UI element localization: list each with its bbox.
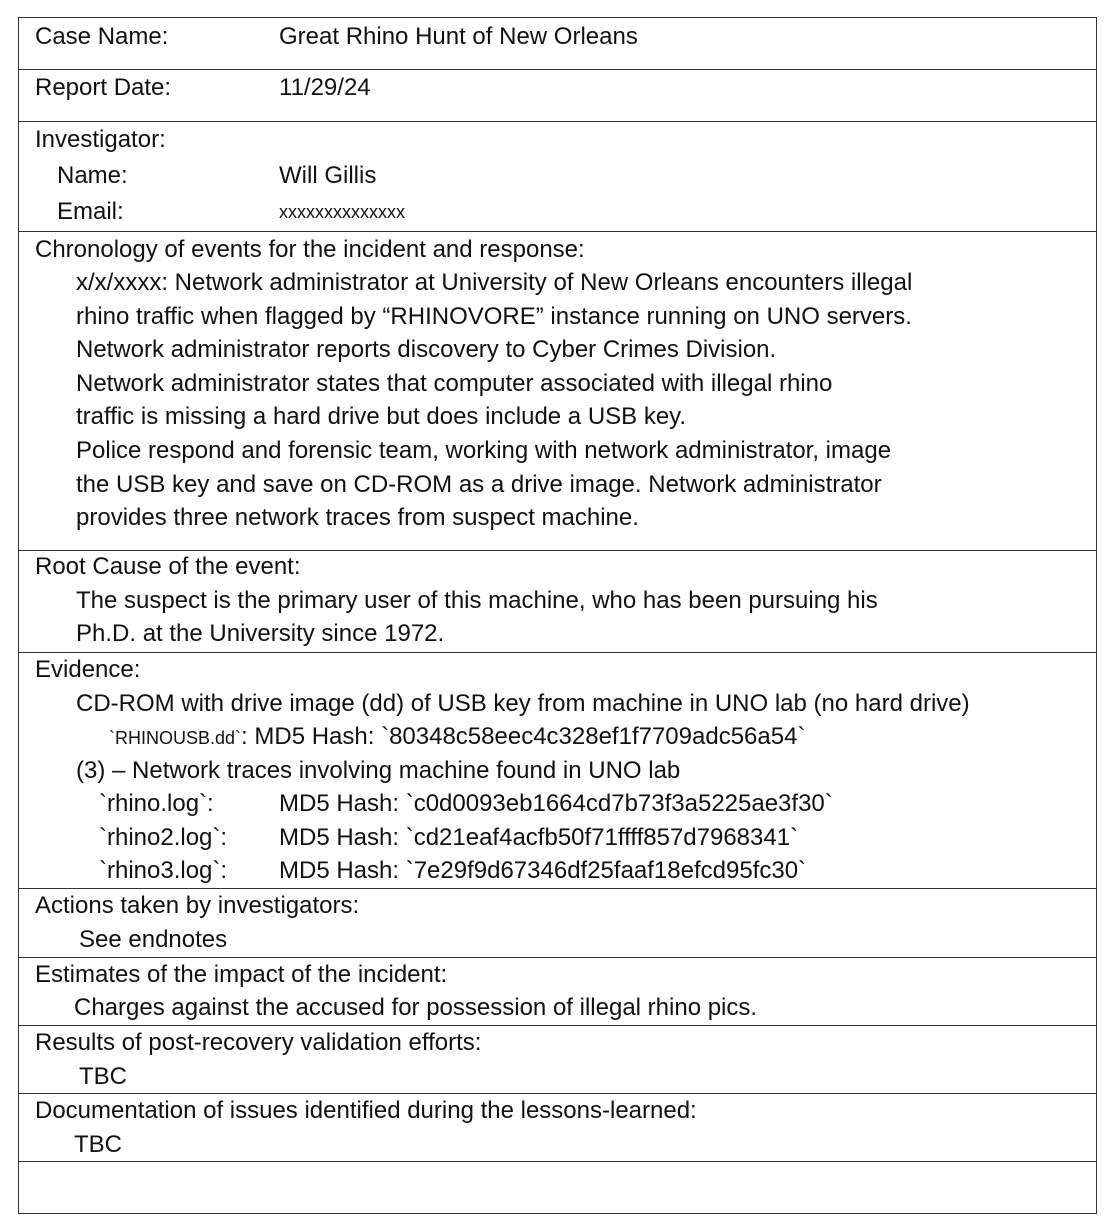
investigator-name-label: Name: [57, 162, 128, 189]
chronology-label: Chronology of events for the incident and response: [35, 236, 585, 263]
impact-value: Charges against the accused for possession of illegal rhino pics. [74, 994, 758, 1021]
root-cause-line: The suspect is the primary user of this machine, who has been pursuing his [76, 587, 878, 614]
case-name-label: Case Name: [35, 23, 169, 50]
trace-hash: MD5 Hash: `7e29f9d67346df25faaf18efcd95fc30` [279, 857, 807, 884]
case-name-row [19, 18, 1096, 70]
impact-row [19, 958, 1096, 1026]
chronology-line: traffic is missing a hard drive but does include a USB key. [76, 403, 687, 430]
trace-hash: MD5 Hash: `cd21eaf4acfb50f71ffff857d7968341` [279, 824, 799, 851]
case-name-value: Great Rhino Hunt of New Orleans [279, 23, 638, 50]
root-cause-label: Root Cause of the event: [35, 553, 301, 580]
actions-value: See endnotes [79, 926, 228, 953]
trace-file: `rhino2.log`: [99, 824, 228, 851]
investigator-email-label: Email: [57, 198, 124, 225]
chronology-line: Network administrator reports discovery to Cyber Crimes Division. [76, 336, 777, 363]
lessons-value: TBC [74, 1131, 122, 1158]
report-date-value: 11/29/24 [279, 74, 371, 101]
trace-file: `rhino.log`: [99, 790, 214, 817]
evidence-traces-line: (3) – Network traces involving machine found in UNO lab [76, 757, 681, 784]
lessons-row [19, 1094, 1096, 1162]
chronology-line: Network administrator states that computer associated with illegal rhino [76, 370, 833, 397]
actions-row [19, 889, 1096, 958]
evidence-cdrom-line: CD-ROM with drive image (dd) of USB key from machine in UNO lab (no hard drive) [76, 690, 970, 717]
investigator-row [19, 122, 1096, 232]
chronology-line: x/x/xxxx: Network administrator at University of New Orleans encounters illegal [76, 269, 913, 296]
usb-file-name: `RHINOUSB.dd` [109, 728, 242, 748]
incident-report-table [18, 17, 1097, 1214]
empty-row [19, 1162, 1096, 1214]
trace-file: `rhino3.log`: [99, 857, 228, 884]
validation-label: Results of post-recovery validation efforts: [35, 1029, 482, 1056]
evidence-label: Evidence: [35, 656, 141, 683]
chronology-row [19, 232, 1096, 551]
investigator-name-value: Will Gillis [279, 162, 377, 189]
usb-file-hash: : MD5 Hash: `80348c58eec4c328ef1f7709adc56a54` [241, 723, 806, 750]
chronology-line: provides three network traces from suspect machine. [76, 504, 639, 531]
lessons-label: Documentation of issues identified during the lessons-learned: [35, 1097, 697, 1124]
report-date-label: Report Date: [35, 74, 172, 101]
evidence-usb-file [109, 723, 805, 752]
report-date-row [19, 70, 1096, 122]
chronology-line: rhino traffic when flagged by “RHINOVORE” instance running on UNO servers. [76, 303, 912, 330]
evidence-row [19, 653, 1096, 889]
trace-hash: MD5 Hash: `c0d0093eb1664cd7b73f3a5225ae3f30` [279, 790, 833, 817]
investigator-email-value: xxxxxxxxxxxxxx [279, 202, 405, 222]
chronology-line: Police respond and forensic team, working with network administrator, image [76, 437, 892, 464]
validation-row [19, 1026, 1096, 1094]
impact-label: Estimates of the impact of the incident: [35, 961, 448, 988]
root-cause-line: Ph.D. at the University since 1972. [76, 620, 445, 647]
investigator-label: Investigator: [35, 126, 166, 153]
root-cause-row [19, 551, 1096, 653]
actions-label: Actions taken by investigators: [35, 892, 360, 919]
validation-value: TBC [79, 1063, 127, 1090]
chronology-line: the USB key and save on CD-ROM as a drive image. Network administrator [76, 471, 882, 498]
